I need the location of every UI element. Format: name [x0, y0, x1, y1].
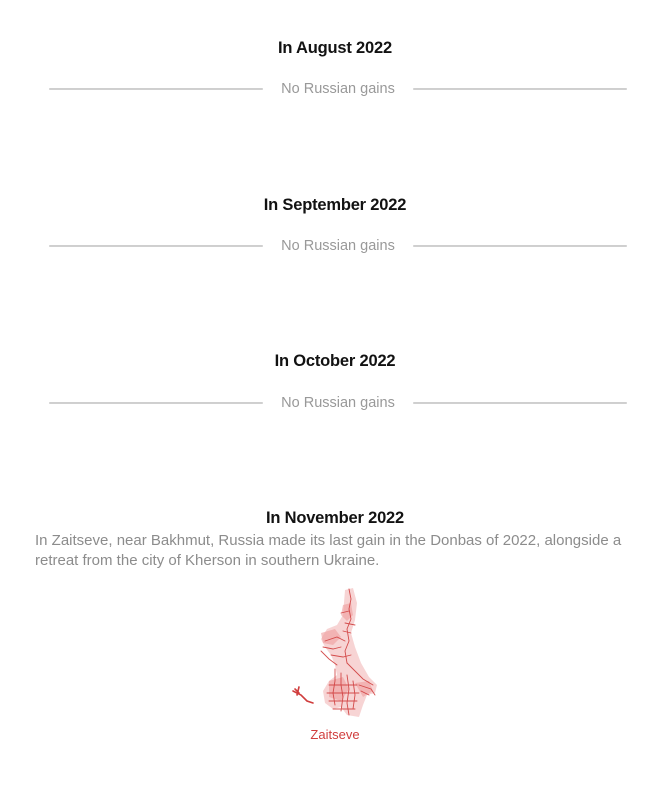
- month-title: In November 2022: [265, 509, 405, 527]
- no-gains-row: [0, 79, 657, 99]
- west-fragment: [293, 687, 313, 703]
- divider-line-right: [413, 88, 627, 90]
- zaitseve-map: [285, 585, 385, 720]
- no-gains-label: No Russian gains: [281, 238, 395, 254]
- no-gains-label: No Russian gains: [281, 395, 395, 411]
- no-gains-label: No Russian gains: [281, 81, 395, 97]
- month-description: In Zaitseve, near Bakhmut, Russia made its last gain in the Donbas of 2022, alongside a retreat from the city of Kherson in southern Ukraine.: [35, 532, 622, 569]
- map-location-label: Zaitseve: [310, 727, 360, 742]
- month-title: In August 2022: [278, 39, 392, 57]
- divider-line-right: [413, 402, 627, 404]
- no-gains-row: [0, 236, 657, 256]
- month-title: In September 2022: [263, 196, 407, 214]
- divider-line-left: [49, 88, 263, 90]
- divider-line-left: [49, 402, 263, 404]
- month-title: In October 2022: [274, 352, 396, 370]
- no-gains-row: [0, 393, 657, 413]
- divider-line-left: [49, 245, 263, 247]
- divider-line-right: [413, 245, 627, 247]
